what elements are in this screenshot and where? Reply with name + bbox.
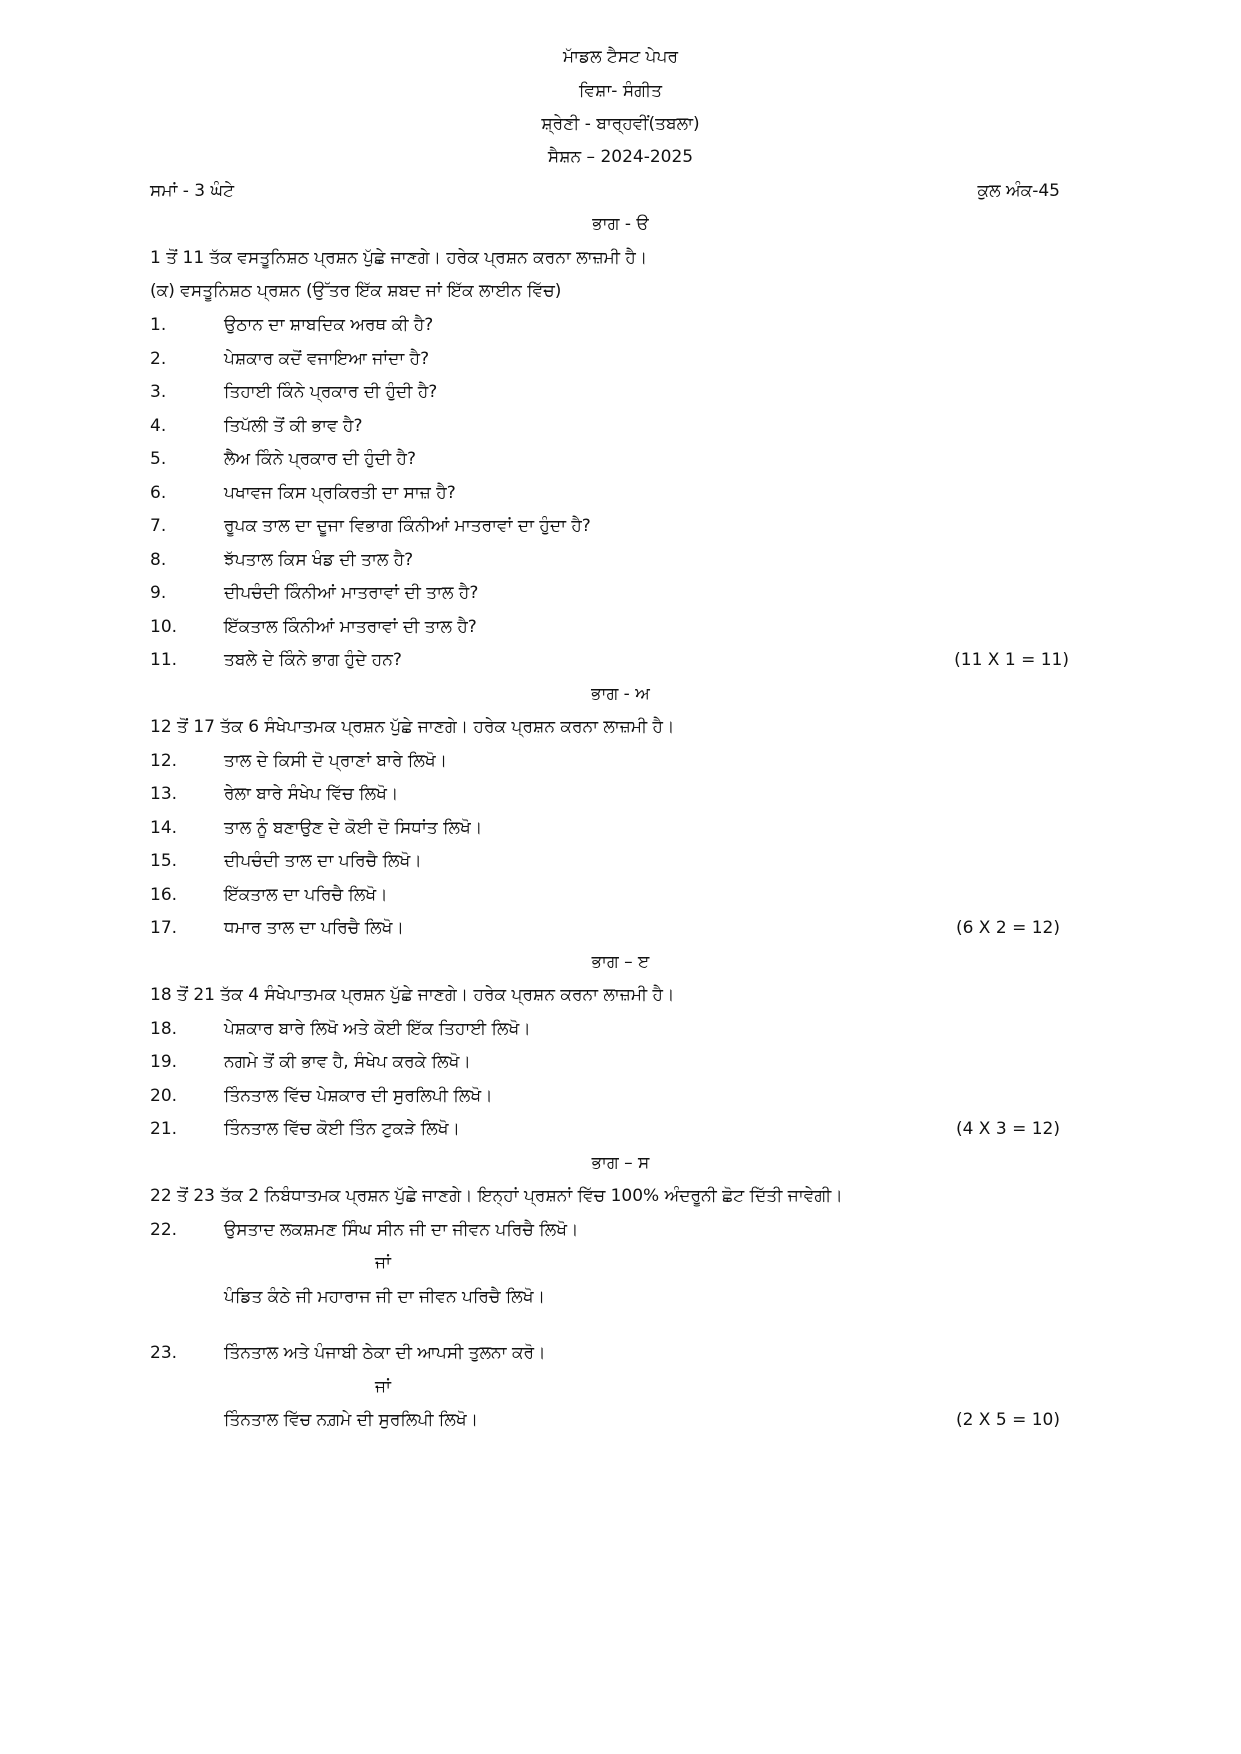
- section-d-instruction: 22 ਤੋਂ 23 ਤੱਕ 2 ਨਿਬੰਧਾਤਮਕ ਪ੍ਰਸ਼ਨ ਪੁੱਛੇ ਜਾਣਗੇ। ਇਨ੍ਹਾਂ ਪ੍ਰਸ਼ਨਾਂ ਵਿੱਚ 100% ਅੰਦਰੂਨੀ ਛੋਟ ਦਿੱਤੀ ਜਾਵੇਗੀ।: [150, 1186, 843, 1206]
- question-text: ਰੇਲਾ ਬਾਰੇ ਸੰਖੇਪ ਵਿੱਚ ਲਿਖੋ।: [224, 784, 399, 804]
- question-number: 2.: [150, 349, 167, 369]
- question-text: ਉਠਾਨ ਦਾ ਸ਼ਾਬਦਿਕ ਅਰਥ ਕੀ ਹੈ?: [224, 315, 434, 335]
- question-text: ਤਿਹਾਈ ਕਿੰਨੇ ਪ੍ਰਕਾਰ ਦੀ ਹੁੰਦੀ ਹੈ?: [224, 382, 438, 402]
- question-number: 17.: [150, 918, 178, 938]
- question-number: 23.: [150, 1343, 178, 1363]
- question-text: ਇੱਕਤਾਲ ਦਾ ਪਰਿਚੈ ਲਿਖੋ।: [224, 885, 388, 905]
- question-number: 8.: [150, 550, 167, 570]
- question-number: 11.: [150, 650, 178, 670]
- question-number: 1.: [150, 315, 167, 335]
- section-c-instruction: 18 ਤੋਂ 21 ਤੱਕ 4 ਸੰਖੇਪਾਤਮਕ ਪ੍ਰਸ਼ਨ ਪੁੱਛੇ ਜਾਣਗੇ। ਹਰੇਕ ਪ੍ਰਸ਼ਨ ਕਰਨਾ ਲਾਜ਼ਮੀ ਹੈ।: [150, 985, 675, 1005]
- question-text: ਪੇਸ਼ਕਾਰ ਕਦੋਂ ਵਜਾਇਆ ਜਾਂਦਾ ਹੈ?: [224, 349, 430, 369]
- question-text: ਦੀਪਚੰਦੀ ਕਿੰਨੀਆਂ ਮਾਤਰਾਵਾਂ ਦੀ ਤਾਲ ਹੈ?: [224, 583, 479, 603]
- question-number: 7.: [150, 516, 167, 536]
- question-text: ਨਗਮੇ ਤੋਂ ਕੀ ਭਾਵ ਹੈ, ਸੰਖੇਪ ਕਰਕੇ ਲਿਖੋ।: [224, 1052, 471, 1072]
- section-c-marks: (4 X 3 = 12): [955, 1119, 1060, 1139]
- question-text: ਪੇਸ਼ਕਾਰ ਬਾਰੇ ਲਿਖੋ ਅਤੇ ਕੋਈ ਇੱਕ ਤਿਹਾਈ ਲਿਖੋ।: [224, 1019, 531, 1039]
- paper-title: ਮਾੱਡਲ ਟੈਸਟ ਪੇਪਰ: [563, 47, 678, 67]
- question-text: ਤਬਲੇ ਦੇ ਕਿੰਨੇ ਭਾਗ ਹੁੰਦੇ ਹਨ?: [224, 650, 402, 670]
- paper-session: ਸੈਸ਼ਨ – 2024-2025: [547, 147, 694, 167]
- question-text: ਇੱਕਤਾਲ ਕਿੰਨੀਆਂ ਮਾਤਰਾਵਾਂ ਦੀ ਤਾਲ ਹੈ?: [224, 617, 477, 637]
- question-text: ਉਸਤਾਦ ਲਕਸ਼ਮਣ ਸਿੰਘ ਸੀਨ ਜੀ ਦਾ ਜੀਵਨ ਪਰਿਚੈ ਲਿਖੋ।: [224, 1220, 579, 1240]
- question-number: 13.: [150, 784, 178, 804]
- paper-total-marks: ਕੁਲ ਅੰਕ-45: [977, 181, 1060, 201]
- section-d-heading: ਭਾਗ – ਸ: [591, 1153, 650, 1173]
- question-text: ਲੈਅ ਕਿੰਨੇ ਪ੍ਰਕਾਰ ਦੀ ਹੁੰਦੀ ਹੈ?: [224, 449, 416, 469]
- question-number: 15.: [150, 851, 178, 871]
- question-number: 5.: [150, 449, 167, 469]
- question-number: 22.: [150, 1220, 178, 1240]
- or-separator: ਜਾਂ: [375, 1377, 391, 1397]
- paper-class: ਸ਼੍ਰੇਣੀ - ਬਾਰ੍ਹਵੀਂ(ਤਬਲਾ): [541, 114, 700, 134]
- question-number: 18.: [150, 1019, 178, 1039]
- question-number: 19.: [150, 1052, 178, 1072]
- question-text: ਤਿੰਨਤਾਲ ਅਤੇ ਪੰਜਾਬੀ ਠੇਕਾ ਦੀ ਆਪਸੀ ਤੁਲਨਾ ਕਰੋ।: [224, 1343, 546, 1363]
- question-number: 12.: [150, 751, 178, 771]
- section-d-marks: (2 X 5 = 10): [955, 1410, 1060, 1430]
- question-alternative-text: ਪੰਡਿਤ ਕੰਠੇ ਜੀ ਮਹਾਰਾਜ ਜੀ ਦਾ ਜੀਵਨ ਪਰਿਚੈ ਲਿਖੋ।: [224, 1287, 546, 1307]
- section-a-heading: ਭਾਗ - ੳ: [592, 214, 649, 234]
- question-text: ਦੀਪਚੰਦੀ ਤਾਲ ਦਾ ਪਰਿਚੈ ਲਿਖੋ।: [224, 851, 422, 871]
- question-alternative-text: ਤਿੰਨਤਾਲ ਵਿੱਚ ਨਗ਼ਮੇ ਦੀ ਸੁਰਲਿਪੀ ਲਿਖੋ।: [224, 1410, 479, 1430]
- question-number: 6.: [150, 483, 167, 503]
- question-text: ਤਾਲ ਨੂੰ ਬਣਾਉਣ ਦੇ ਕੋਈ ਦੋ ਸਿਧਾਂਤ ਲਿਖੋ।: [224, 818, 483, 838]
- section-a-instruction: 1 ਤੋਂ 11 ਤੱਕ ਵਸਤੂਨਿਸ਼ਠ ਪ੍ਰਸ਼ਨ ਪੁੱਛੇ ਜਾਣਗੇ। ਹਰੇਕ ਪ੍ਰਸ਼ਨ ਕਰਨਾ ਲਾਜ਼ਮੀ ਹੈ।: [150, 248, 648, 268]
- question-text: ਰੂਪਕ ਤਾਲ ਦਾ ਦੂਜਾ ਵਿਭਾਗ ਕਿੰਨੀਆਂ ਮਾਤਰਾਵਾਂ ਦਾ ਹੁੰਦਾ ਹੈ?: [224, 516, 591, 536]
- question-number: 20.: [150, 1086, 178, 1106]
- question-number: 16.: [150, 885, 178, 905]
- question-number: 10.: [150, 617, 178, 637]
- section-a-sub-instruction: (ਕ) ਵਸਤੂਨਿਸ਼ਠ ਪ੍ਰਸ਼ਨ (ਉੱਤਰ ਇੱਕ ਸ਼ਬਦ ਜਾਂ ਇੱਕ ਲਾਈਨ ਵਿੱਚ): [150, 281, 562, 301]
- section-c-heading: ਭਾਗ – ੲ: [591, 952, 650, 972]
- section-b-instruction: 12 ਤੋਂ 17 ਤੱਕ 6 ਸੰਖੇਪਾਤਮਕ ਪ੍ਰਸ਼ਨ ਪੁੱਛੇ ਜਾਣਗੇ। ਹਰੇਕ ਪ੍ਰਸ਼ਨ ਕਰਨਾ ਲਾਜ਼ਮੀ ਹੈ।: [150, 717, 675, 737]
- question-number: 9.: [150, 583, 167, 603]
- paper-time: ਸਮਾਂ - 3 ਘੰਟੇ: [150, 181, 235, 201]
- question-text: ਝੱਪਤਾਲ ਕਿਸ ਖੰਡ ਦੀ ਤਾਲ ਹੈ?: [224, 550, 414, 570]
- question-text: ਧਮਾਰ ਤਾਲ ਦਾ ਪਰਿਚੈ ਲਿਖੋ।: [224, 918, 404, 938]
- question-text: ਤਿੰਨਤਾਲ ਵਿੱਚ ਕੋਈ ਤਿੰਨ ਟੁਕੜੇ ਲਿਖੋ।: [224, 1119, 460, 1139]
- or-separator: ਜਾਂ: [375, 1253, 391, 1273]
- paper-subject: ਵਿਸ਼ਾ- ਸੰਗੀਤ: [579, 81, 662, 101]
- question-number: 14.: [150, 818, 178, 838]
- question-number: 21.: [150, 1119, 178, 1139]
- section-b-marks: (6 X 2 = 12): [955, 918, 1060, 938]
- section-b-heading: ਭਾਗ - ਅ: [591, 684, 650, 704]
- section-a-marks: (11 X 1 = 11): [954, 650, 1069, 670]
- question-number: 4.: [150, 416, 167, 436]
- question-number: 3.: [150, 382, 167, 402]
- question-text: ਤਾਲ ਦੇ ਕਿਸੀ ਦੋ ਪ੍ਰਾਣਾਂ ਬਾਰੇ ਲਿਖੋ।: [224, 751, 448, 771]
- question-text: ਪਖਾਵਜ ਕਿਸ ਪ੍ਰਕਿਰਤੀ ਦਾ ਸਾਜ਼ ਹੈ?: [224, 483, 456, 503]
- question-text: ਤਿੰਨਤਾਲ ਵਿੱਚ ਪੇਸ਼ਕਾਰ ਦੀ ਸੁਰਲਿਪੀ ਲਿਖੋ।: [224, 1086, 493, 1106]
- question-text: ਤਿਪੱਲੀ ਤੋਂ ਕੀ ਭਾਵ ਹੈ?: [224, 416, 363, 436]
